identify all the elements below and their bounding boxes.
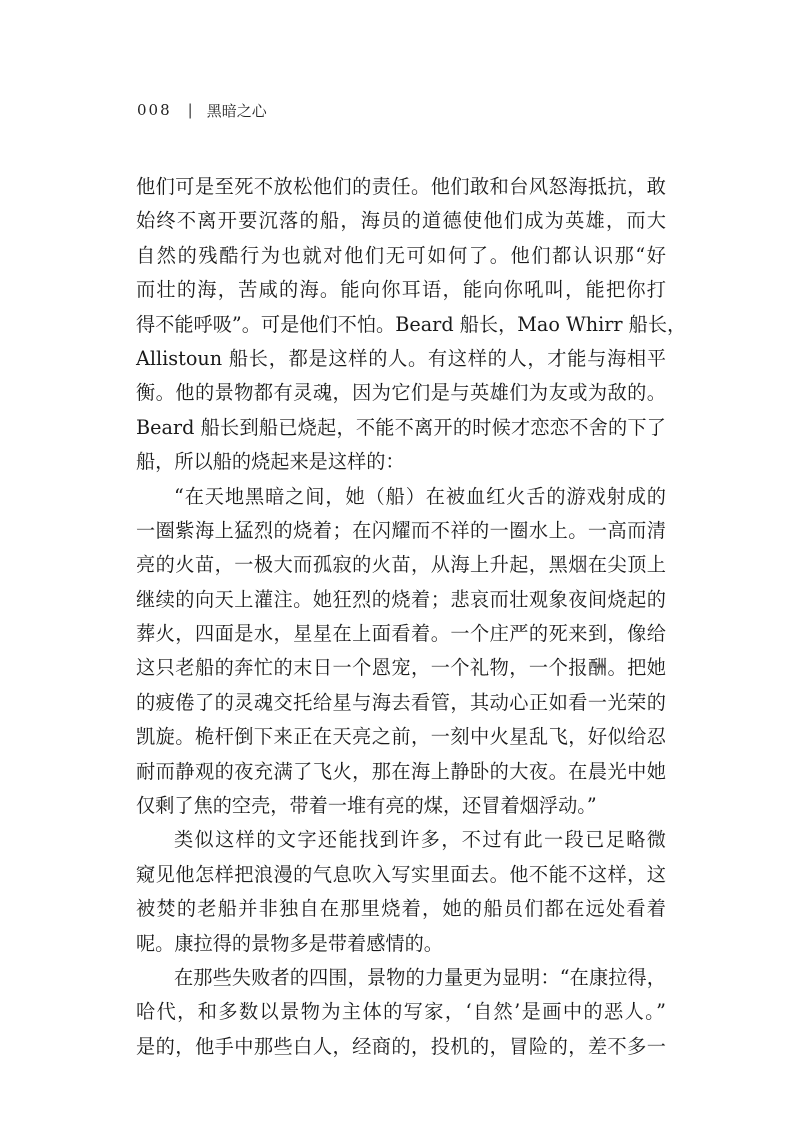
text-line: 窥见他怎样把浪漫的气息吹入写实里面去。他不能不这样，这: [136, 862, 666, 886]
text-line: 的疲倦了的灵魂交托给星与海去看管，其动心正如看一光荣的: [136, 690, 666, 714]
text-line: 自然的残酷行为也就对他们无可如何了。他们都认识那“好: [136, 243, 666, 267]
text-line: 而壮的海，苦咸的海。能向你耳语，能向你吼叫，能把你打: [136, 278, 666, 302]
text-line: 船，所以船的烧起来是这样的：: [136, 450, 405, 474]
header-separator: |: [187, 101, 193, 119]
text-line: 被焚的老船并非独自在那里烧着，她的船员们都在远处看着: [136, 897, 666, 921]
text-line: 亮的火苗，一极大而孤寂的火苗，从海上升起，黑烟在尖顶上: [136, 553, 666, 577]
text-line: 始终不离开要沉落的船，海员的道德使他们成为英雄，而大: [136, 209, 666, 233]
running-header: [137, 98, 267, 122]
text-line: 类似这样的文字还能找到许多，不过有此一段已足略微: [174, 828, 666, 852]
text-line: 仅剩了焦的空壳，带着一堆有亮的煤，还冒着烟浮动。”: [136, 794, 597, 818]
body-text: [136, 170, 687, 1064]
text-line: 凯旋。桅杆倒下来正在天亮之前，一刻中火星乱飞，好似给忍: [136, 725, 666, 749]
text-line: 得不能呼吸”。可是他们不怕。Beard 船长，Mao Whirr 船长，: [136, 312, 687, 336]
text-line: 一圈紫海上猛烈的烧着；在闪耀而不祥的一圈水上。一高而清: [136, 518, 666, 542]
text-line: 这只老船的奔忙的末日一个恩宠，一个礼物，一个报酬。把她: [136, 656, 666, 680]
text-line: 是的，他手中那些白人，经商的，投机的，冒险的，差不多一: [136, 1034, 666, 1058]
page-number: 008: [137, 101, 172, 119]
text-line: 继续的向天上灌注。她狂烈的烧着；悲哀而壮观象夜间烧起的: [136, 587, 666, 611]
text-line: 耐而静观的夜充满了飞火，那在海上静卧的大夜。在晨光中她: [136, 759, 666, 783]
text-line: 呢。康拉得的景物多是带着感情的。: [136, 931, 443, 955]
text-line: “在天地黑暗之间，她（船）在被血红火舌的游戏射成的: [174, 484, 666, 508]
text-line: 衡。他的景物都有灵魂，因为它们是与英雄们为友或为敌的。: [136, 381, 666, 405]
text-line: Beard 船长到船已烧起，不能不离开的时候才恋恋不舍的下了: [136, 415, 666, 439]
text-line: 哈代，和多数以景物为主体的写家，‘自然’是画中的恶人。”: [136, 1000, 666, 1024]
text-line: 他们可是至死不放松他们的责任。他们敢和台风怒海抵抗，敢: [136, 175, 666, 198]
text-line: 在那些失败者的四围，景物的力量更为显明：“在康拉得，: [174, 965, 666, 989]
text-line: 葬火，四面是水，星星在上面看着。一个庄严的死来到，像给: [136, 622, 666, 646]
text-line: Allistoun 船长，都是这样的人。有这样的人，才能与海相平: [136, 346, 666, 370]
book-title: 黑暗之心: [206, 101, 267, 120]
